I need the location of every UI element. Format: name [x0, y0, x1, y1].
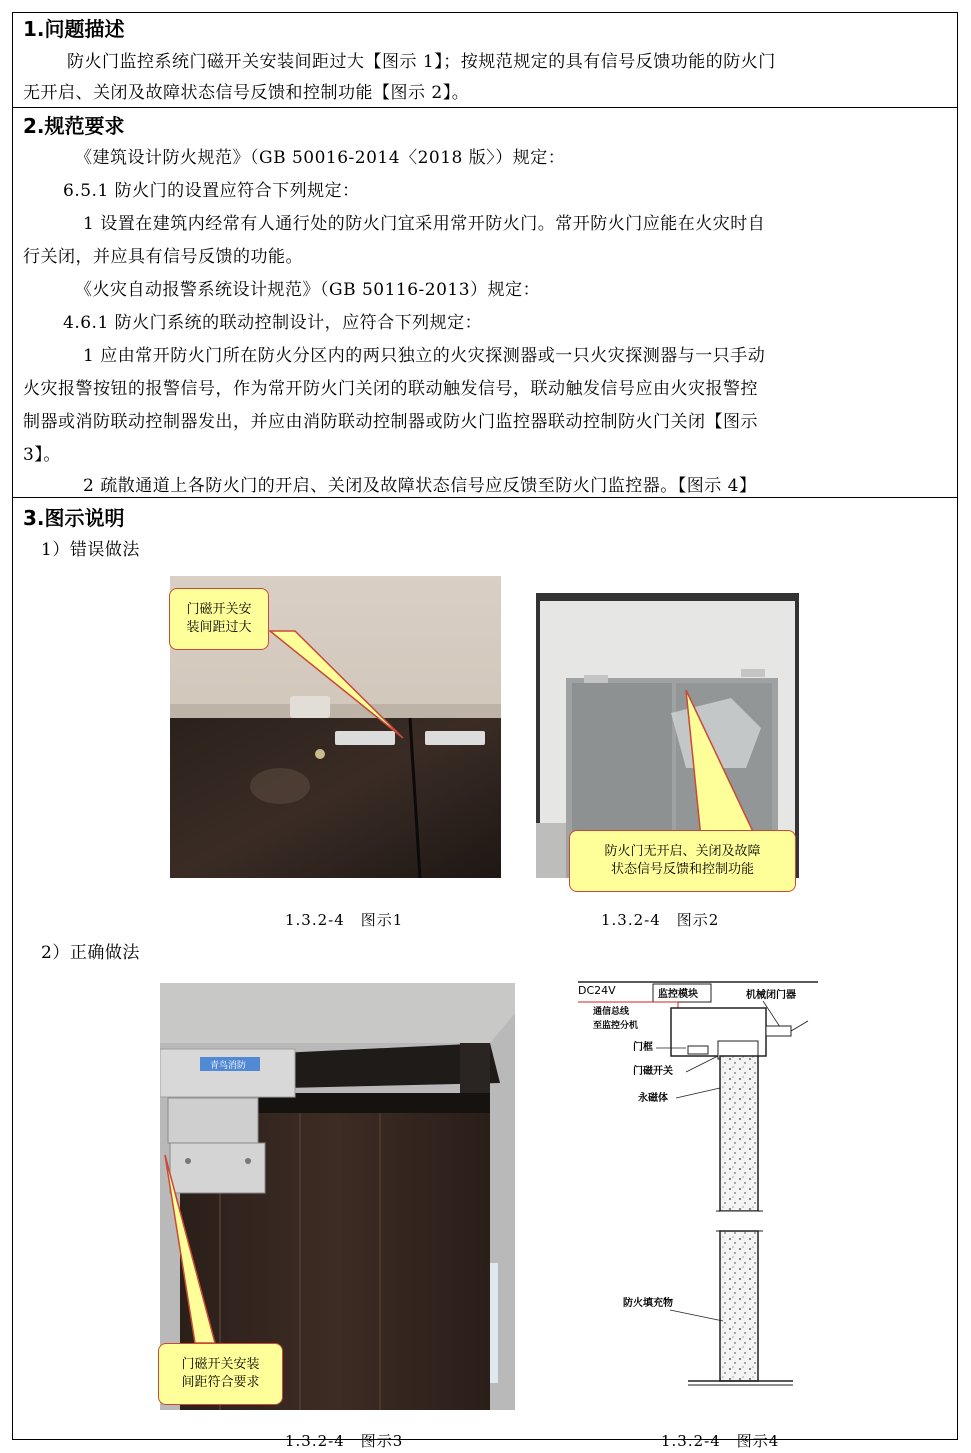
problem-line-2: 无开启、关闭及故障状态信号反馈和控制功能【图示 2】。: [23, 83, 470, 103]
illustration-heading: 3.图示说明: [23, 506, 125, 530]
figure-3-callout: [158, 1343, 283, 1405]
figure-3-sticker-text: 青鸟消防: [210, 1061, 247, 1071]
fig4-label-door-frame: 门框: [633, 1042, 653, 1053]
fig4-label-dc24v: DC24V: [578, 984, 616, 997]
figure-2-callout-line-1: 防火门无开启、关闭及故障: [604, 844, 761, 859]
figure-2-callout-line-2: 状态信号反馈和控制功能: [610, 862, 754, 877]
fig4-label-magnet: 永磁体: [638, 1093, 668, 1104]
document-frame: [12, 12, 958, 1450]
figure-4-diagram: [558, 976, 818, 1408]
requirement-line: 火灾报警按钮的报警信号，作为常开防火门关闭的联动触发信号，联动触发信号应由火灾报警控: [23, 379, 758, 399]
fig4-label-to-monitor: 至监控分机: [593, 1021, 639, 1031]
problem-heading: 1.问题描述: [23, 17, 125, 41]
requirement-line: 3】。: [23, 445, 61, 465]
figure-2-callout: [569, 830, 796, 892]
requirement-heading: 2.规范要求: [23, 114, 125, 138]
requirement-line: 1 应由常开防火门所在防火分区内的两只独立的火灾探测器或一只火灾探测器与一只手动: [83, 346, 766, 366]
fig4-label-bus: 通信总线: [593, 1007, 630, 1017]
requirement-line: 《建筑设计防火规范》（GB 50016-2014〈2018 版〉）规定：: [75, 148, 566, 168]
figure-3-callout-line-2: 间距符合要求: [181, 1375, 260, 1390]
requirement-line: 《火灾自动报警系统设计规范》（GB 50116-2013）规定：: [75, 280, 541, 300]
figure-3-caption: 1.3.2-4 图示3: [285, 1432, 404, 1450]
figure-1-callout-line-2: 装间距过大: [186, 620, 252, 635]
illustration-section: [13, 498, 957, 1450]
figure-1-callout: [169, 588, 269, 650]
fig4-label-fire-fill: 防火填充物: [623, 1298, 673, 1309]
requirement-line: 制器或消防联动控制器发出，并应由消防联动控制器或防火门监控器联动控制防火门关闭【图示: [23, 412, 758, 432]
figure-1-caption: 1.3.2-4 图示1: [285, 911, 404, 929]
fig4-label-closer: 机械闭门器: [746, 990, 796, 1001]
requirement-line: 6.5.1 防火门的设置应符合下列规定：: [63, 181, 360, 201]
wrong-practice-label: 1）错误做法: [41, 540, 140, 560]
figure-2-caption: 1.3.2-4 图示2: [601, 911, 720, 929]
requirement-line: 1 设置在建筑内经常有人通行处的防火门宜采用常开防火门。常开防火门应能在火灾时自: [83, 214, 766, 234]
requirement-line: 4.6.1 防火门系统的联动控制设计，应符合下列规定：: [63, 313, 483, 333]
correct-practice-label: 2）正确做法: [41, 943, 140, 963]
fig4-label-magnetic-switch: 门磁开关: [633, 1066, 673, 1077]
figure-3-callout-line-1: 门磁开关安装: [181, 1357, 260, 1372]
requirement-section: [13, 108, 957, 498]
problem-section: [13, 13, 957, 108]
fig4-label-monitor-module: 监控模块: [658, 989, 698, 1000]
requirement-line: 2 疏散通道上各防火门的开启、关闭及故障状态信号应反馈至防火门监控器。【图示 4】: [83, 476, 757, 496]
requirement-line: 行关闭，并应具有信号反馈的功能。: [23, 247, 303, 267]
figure-4-caption: 1.3.2-4 图示4: [661, 1432, 780, 1450]
problem-line-1: 防火门监控系统门磁开关安装间距过大【图示 1】；按规范规定的具有信号反馈功能的防火门: [67, 52, 776, 72]
figure-1-callout-line-1: 门磁开关安: [186, 602, 252, 617]
